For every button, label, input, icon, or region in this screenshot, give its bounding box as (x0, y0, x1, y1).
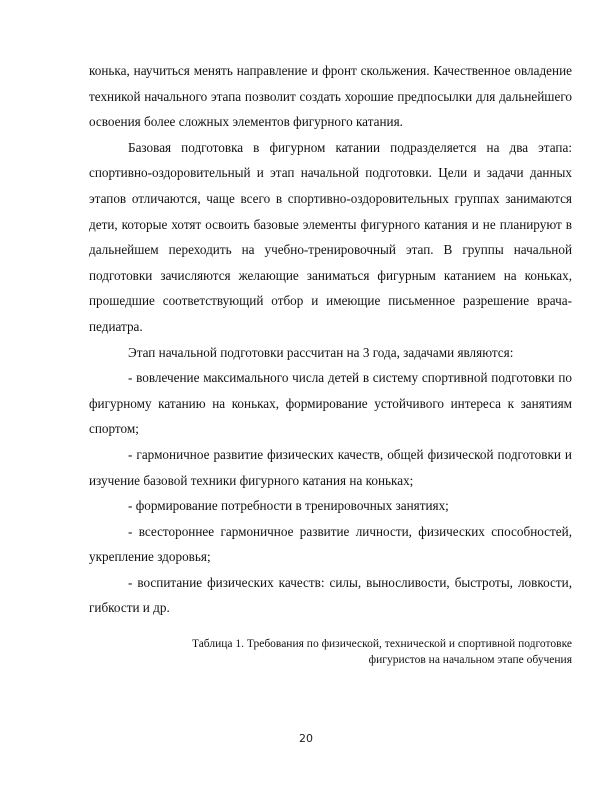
paragraph-initial-stage: Этап начальной подготовки рассчитан на 3 года, задачами являются: (128, 344, 514, 360)
page-number: 20 (299, 732, 313, 745)
list-item: - формирование потребности в тренировочных занятиях; (128, 498, 449, 514)
caption-line: Таблица 1. Требования по физической, технической и спортивной подготовке (191, 638, 572, 650)
paragraph-continuation: конька, научиться менять направление и фронт скольжения. Качественное овладение техникой начального этапа позволит создать хорошие предпосылки для дальнейшего освоения более сложных элементов фигурного катания. (89, 63, 572, 130)
list-item: - вовлечение максимального числа детей в систему спортивной подготовки по фигурному катанию на коньках, формирование устойчивого интереса к занятиям спортом; (89, 370, 572, 437)
caption-line: фигуристов на начальном этапе обучения (368, 654, 572, 666)
list-item: - воспитание физических качеств: силы, выносливости, быстроты, ловкости, гибкости и др. (89, 574, 572, 616)
list-item: - всестороннее гармоничное развитие личности, физических способностей, укрепление здоровья; (89, 523, 572, 565)
paragraph-basic-training: Базовая подготовка в фигурном катании подразделяется на два этапа: спортивно-оздоровительный и этап начальной подготовки. Цели и задачи данных этапов отличаются, чаще всего в спортивно-оздоровительных группах занимаются дети, которые хотят освоить базовые элементы фигурного катания и не планируют в дальнейшем переходить на учебно-тренировочный этап. В группы начальной подготовки зачисляются желающие заниматься фигурным катанием на коньках, прошедшие соответствующий отбор и имеющие письменное разрешение врача-педиатра. (89, 139, 572, 334)
list-item: - гармоничное развитие физических качеств, общей физической подготовки и изучение базовой техники фигурного катания на коньках; (89, 446, 572, 488)
table-caption (89, 636, 572, 668)
body-text (89, 58, 572, 621)
